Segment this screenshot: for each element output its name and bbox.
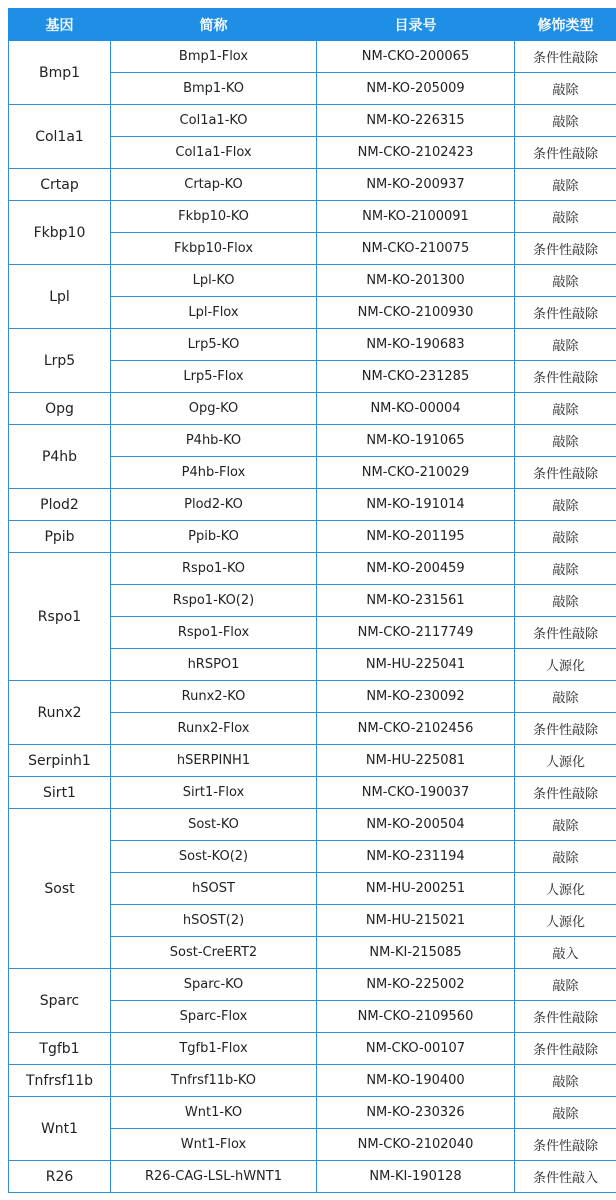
table-row: [9, 681, 616, 713]
catalog-number-cell: NM-CKO-2102423: [317, 137, 515, 169]
catalog-number-cell: NM-KO-230092: [317, 681, 515, 713]
short-name-cell: Sost-KO(2): [111, 841, 317, 873]
gene-cell: Tgfb1: [9, 1033, 111, 1065]
header-row: [9, 9, 616, 41]
catalog-number-cell: NM-HU-225041: [317, 649, 515, 681]
gene-cell: Crtap: [9, 169, 111, 201]
modification-type-cell: 敲除: [515, 1065, 616, 1097]
catalog-number-cell: NM-KO-231194: [317, 841, 515, 873]
modification-type-cell: 条件性敲除: [515, 1033, 616, 1065]
table-row: [9, 201, 616, 233]
catalog-number-cell: NM-CKO-2109560: [317, 1001, 515, 1033]
modification-type-cell: 敲除: [515, 329, 616, 361]
table-body: [9, 41, 616, 1193]
gene-cell: Ppib: [9, 521, 111, 553]
gene-cell: R26: [9, 1161, 111, 1193]
short-name-cell: R26-CAG-LSL-hWNT1: [111, 1161, 317, 1193]
catalog-number-cell: NM-KO-231561: [317, 585, 515, 617]
short-name-cell: Sparc-Flox: [111, 1001, 317, 1033]
table-row: [9, 777, 616, 809]
modification-type-cell: 人源化: [515, 649, 616, 681]
table-row: [9, 553, 616, 585]
catalog-number-cell: NM-HU-225081: [317, 745, 515, 777]
table-row: [9, 521, 616, 553]
short-name-cell: Lrp5-Flox: [111, 361, 317, 393]
table-row: [9, 169, 616, 201]
short-name-cell: Ppib-KO: [111, 521, 317, 553]
modification-type-cell: 敲除: [515, 425, 616, 457]
modification-type-cell: 人源化: [515, 873, 616, 905]
modification-type-cell: 条件性敲除: [515, 617, 616, 649]
catalog-number-cell: NM-KO-230326: [317, 1097, 515, 1129]
modification-type-cell: 敲除: [515, 841, 616, 873]
gene-cell: Lrp5: [9, 329, 111, 393]
short-name-cell: Col1a1-KO: [111, 105, 317, 137]
short-name-cell: Sirt1-Flox: [111, 777, 317, 809]
short-name-cell: Tgfb1-Flox: [111, 1033, 317, 1065]
modification-type-cell: 敲入: [515, 937, 616, 969]
modification-type-cell: 敲除: [515, 265, 616, 297]
gene-cell: Runx2: [9, 681, 111, 745]
catalog-number-cell: NM-CKO-200065: [317, 41, 515, 73]
short-name-cell: Lpl-Flox: [111, 297, 317, 329]
catalog-number-cell: NM-CKO-210075: [317, 233, 515, 265]
catalog-number-cell: NM-KO-200504: [317, 809, 515, 841]
gene-cell: Wnt1: [9, 1097, 111, 1161]
modification-type-cell: 敲除: [515, 969, 616, 1001]
modification-type-cell: 人源化: [515, 905, 616, 937]
short-name-cell: Sparc-KO: [111, 969, 317, 1001]
header-catalog-number: 目录号: [317, 9, 515, 41]
short-name-cell: Fkbp10-KO: [111, 201, 317, 233]
catalog-number-cell: NM-KO-205009: [317, 73, 515, 105]
gene-cell: Sirt1: [9, 777, 111, 809]
mouse-model-table: [8, 8, 616, 1193]
catalog-number-cell: NM-CKO-2117749: [317, 617, 515, 649]
header-gene: 基因: [9, 9, 111, 41]
short-name-cell: Wnt1-KO: [111, 1097, 317, 1129]
table-row: [9, 41, 616, 73]
table-row: [9, 329, 616, 361]
table-row: [9, 489, 616, 521]
catalog-number-cell: NM-KO-200459: [317, 553, 515, 585]
table-container: [8, 8, 616, 1193]
catalog-number-cell: NM-CKO-231285: [317, 361, 515, 393]
short-name-cell: Bmp1-KO: [111, 73, 317, 105]
table-row: [9, 425, 616, 457]
modification-type-cell: 条件性敲除: [515, 233, 616, 265]
short-name-cell: Rspo1-Flox: [111, 617, 317, 649]
catalog-number-cell: NM-CKO-00107: [317, 1033, 515, 1065]
modification-type-cell: 条件性敲除: [515, 1001, 616, 1033]
modification-type-cell: 人源化: [515, 745, 616, 777]
catalog-number-cell: NM-KI-190128: [317, 1161, 515, 1193]
modification-type-cell: 敲除: [515, 809, 616, 841]
table-row: [9, 1161, 616, 1193]
modification-type-cell: 敲除: [515, 553, 616, 585]
short-name-cell: Wnt1-Flox: [111, 1129, 317, 1161]
short-name-cell: Lpl-KO: [111, 265, 317, 297]
modification-type-cell: 敲除: [515, 489, 616, 521]
header-short-name: 简称: [111, 9, 317, 41]
gene-cell: Col1a1: [9, 105, 111, 169]
modification-type-cell: 条件性敲除: [515, 1129, 616, 1161]
short-name-cell: hSOST(2): [111, 905, 317, 937]
catalog-number-cell: NM-KO-190400: [317, 1065, 515, 1097]
catalog-number-cell: NM-CKO-2100930: [317, 297, 515, 329]
catalog-number-cell: NM-KO-200937: [317, 169, 515, 201]
modification-type-cell: 敲除: [515, 73, 616, 105]
short-name-cell: Crtap-KO: [111, 169, 317, 201]
short-name-cell: Fkbp10-Flox: [111, 233, 317, 265]
short-name-cell: Plod2-KO: [111, 489, 317, 521]
table-row: [9, 265, 616, 297]
short-name-cell: Sost-KO: [111, 809, 317, 841]
catalog-number-cell: NM-KI-215085: [317, 937, 515, 969]
table-row: [9, 1097, 616, 1129]
gene-cell: Fkbp10: [9, 201, 111, 265]
catalog-number-cell: NM-CKO-2102040: [317, 1129, 515, 1161]
short-name-cell: hSERPINH1: [111, 745, 317, 777]
modification-type-cell: 敲除: [515, 585, 616, 617]
modification-type-cell: 敲除: [515, 681, 616, 713]
gene-cell: Rspo1: [9, 553, 111, 681]
short-name-cell: Runx2-Flox: [111, 713, 317, 745]
catalog-number-cell: NM-CKO-190037: [317, 777, 515, 809]
short-name-cell: Sost-CreERT2: [111, 937, 317, 969]
short-name-cell: hRSPO1: [111, 649, 317, 681]
short-name-cell: hSOST: [111, 873, 317, 905]
gene-cell: Plod2: [9, 489, 111, 521]
catalog-number-cell: NM-HU-215021: [317, 905, 515, 937]
table-row: [9, 809, 616, 841]
gene-cell: Lpl: [9, 265, 111, 329]
modification-type-cell: 敲除: [515, 521, 616, 553]
gene-cell: Serpinh1: [9, 745, 111, 777]
short-name-cell: Bmp1-Flox: [111, 41, 317, 73]
gene-cell: Sparc: [9, 969, 111, 1033]
catalog-number-cell: NM-KO-191065: [317, 425, 515, 457]
gene-cell: Sost: [9, 809, 111, 969]
short-name-cell: Rspo1-KO: [111, 553, 317, 585]
catalog-number-cell: NM-KO-201195: [317, 521, 515, 553]
catalog-number-cell: NM-KO-226315: [317, 105, 515, 137]
modification-type-cell: 敲除: [515, 105, 616, 137]
catalog-number-cell: NM-KO-190683: [317, 329, 515, 361]
catalog-number-cell: NM-CKO-2102456: [317, 713, 515, 745]
table-row: [9, 1033, 616, 1065]
gene-cell: Tnfrsf11b: [9, 1065, 111, 1097]
catalog-number-cell: NM-KO-191014: [317, 489, 515, 521]
short-name-cell: Tnfrsf11b-KO: [111, 1065, 317, 1097]
header-modification-type: 修饰类型: [515, 9, 616, 41]
short-name-cell: P4hb-KO: [111, 425, 317, 457]
short-name-cell: Opg-KO: [111, 393, 317, 425]
gene-cell: Bmp1: [9, 41, 111, 105]
modification-type-cell: 敲除: [515, 169, 616, 201]
modification-type-cell: 条件性敲除: [515, 137, 616, 169]
short-name-cell: Runx2-KO: [111, 681, 317, 713]
modification-type-cell: 敲除: [515, 393, 616, 425]
catalog-number-cell: NM-KO-225002: [317, 969, 515, 1001]
short-name-cell: Col1a1-Flox: [111, 137, 317, 169]
gene-cell: P4hb: [9, 425, 111, 489]
modification-type-cell: 条件性敲除: [515, 41, 616, 73]
table-row: [9, 105, 616, 137]
short-name-cell: P4hb-Flox: [111, 457, 317, 489]
modification-type-cell: 条件性敲除: [515, 457, 616, 489]
modification-type-cell: 条件性敲除: [515, 361, 616, 393]
modification-type-cell: 条件性敲入: [515, 1161, 616, 1193]
modification-type-cell: 条件性敲除: [515, 297, 616, 329]
catalog-number-cell: NM-KO-2100091: [317, 201, 515, 233]
catalog-number-cell: NM-CKO-210029: [317, 457, 515, 489]
gene-cell: Opg: [9, 393, 111, 425]
table-row: [9, 969, 616, 1001]
modification-type-cell: 敲除: [515, 1097, 616, 1129]
short-name-cell: Rspo1-KO(2): [111, 585, 317, 617]
catalog-number-cell: NM-KO-201300: [317, 265, 515, 297]
table-row: [9, 393, 616, 425]
table-row: [9, 745, 616, 777]
modification-type-cell: 敲除: [515, 201, 616, 233]
modification-type-cell: 条件性敲除: [515, 713, 616, 745]
modification-type-cell: 条件性敲除: [515, 777, 616, 809]
catalog-number-cell: NM-KO-00004: [317, 393, 515, 425]
table-row: [9, 1065, 616, 1097]
short-name-cell: Lrp5-KO: [111, 329, 317, 361]
catalog-number-cell: NM-HU-200251: [317, 873, 515, 905]
